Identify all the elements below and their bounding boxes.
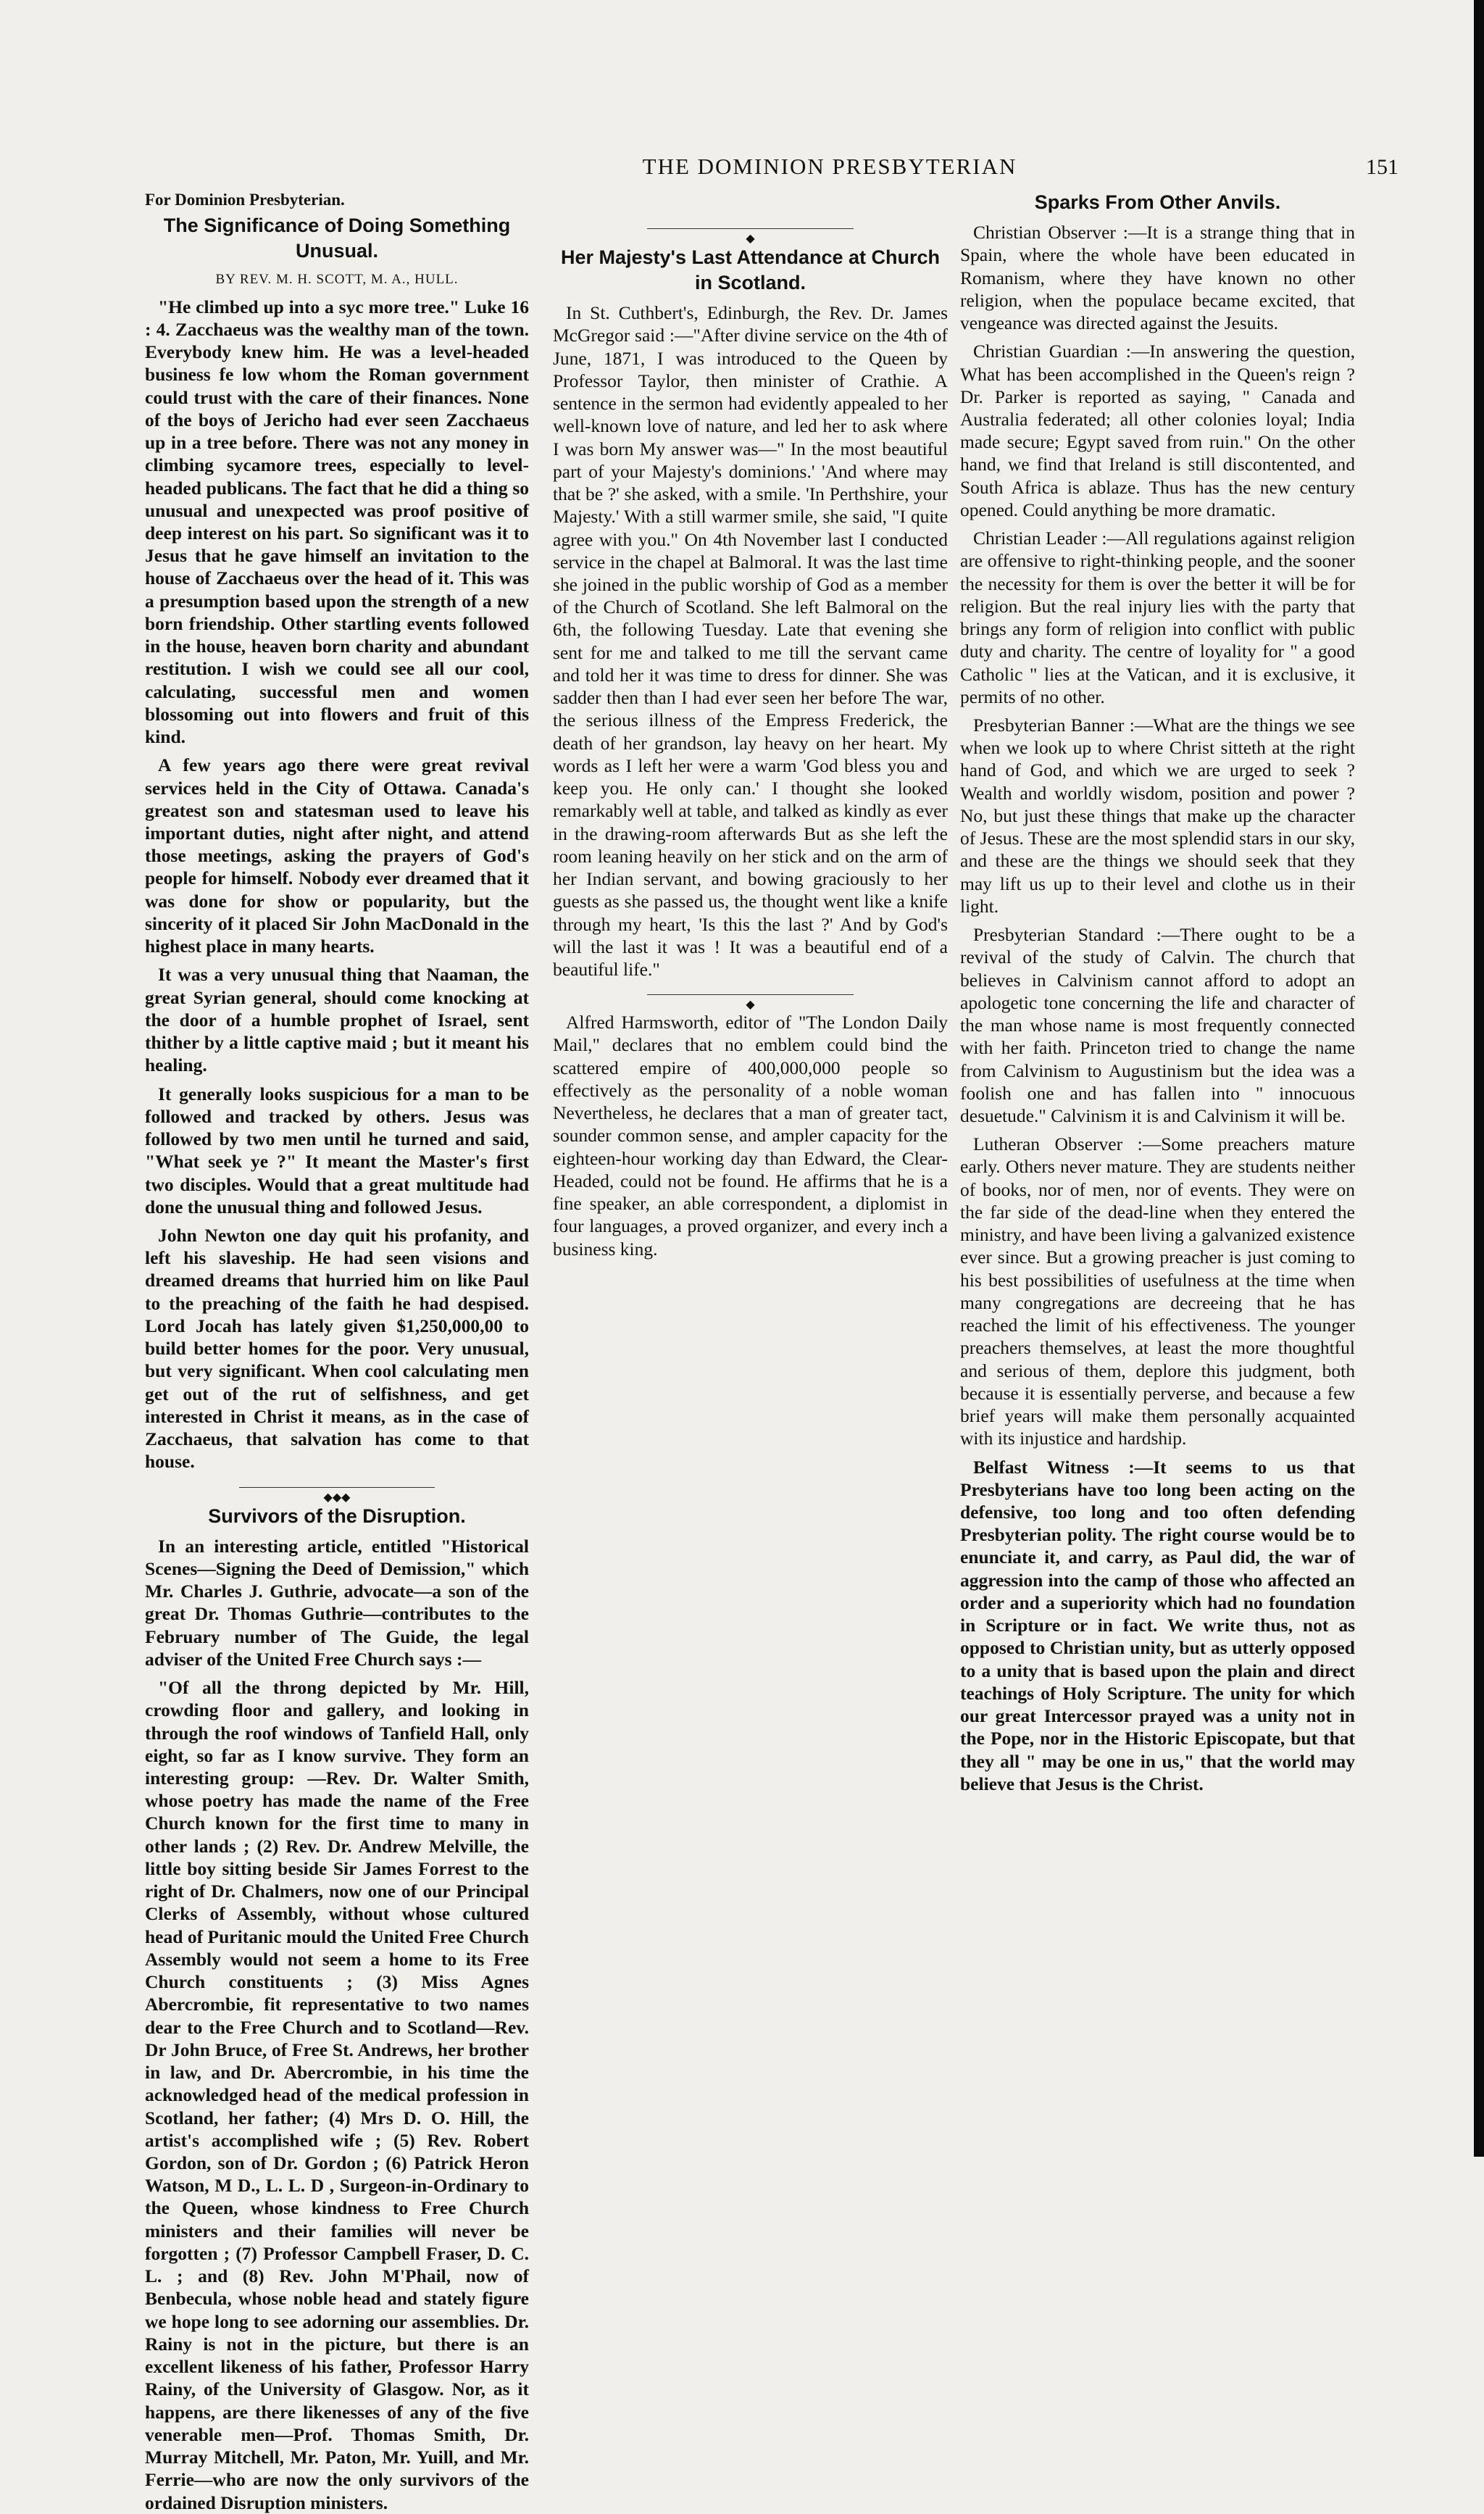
article-paragraph: It was a very unusual thing that Naaman, the great Syrian general, should come knocking at the door of a humble prophet of Israel, sent thither by a little captive maid ; but it meant his healing. [145, 964, 529, 1076]
article-paragraph: Christian Observer :—It is a strange thing that in Spain, where the whole have been educated in Romanism, where they have known no other religion, when the populace became excited, that vengeance was directed against the Jesuits. [960, 222, 1355, 334]
article-title-majesty: Her Majesty's Last Attendance at Church in Scotland. [560, 246, 941, 294]
article-paragraph: It generally looks suspicious for a man to be followed and tracked by others. Jesus was followed by two men until he turned and said, "What seek ye ?" It meant the Master's first two disciples. Would that a great multitude had done the unusual thing and followed Jesus. [145, 1083, 529, 1218]
page-header [145, 154, 1398, 183]
section-divider: ◆ [553, 991, 948, 998]
article-paragraph: "Of all the throng depicted by Mr. Hill, crowding floor and gallery, and looking in through the roof windows of Tanfield Hall, only eight, so far as I know survive. They form an interesting group: —Rev. Dr. Walter Smith, whose poetry has made the name of the Free Church known for the first time to many in other lands ; (2) Rev. Dr. Andrew Melville, the little boy sitting beside Sir James Forrest to the right of Dr. Chalmers, now one of our Principal Clerks of Assembly, without whose cultured head of Puritanic mould the United Free Church Assembly would not seem a home to its Free Church constituents ; (3) Miss Agnes Abercrombie, fit representative to two names dear to the Free Church and to Scotland—Rev. Dr John Bruce, of Free St. Andrews, her brother in law, and Dr. Abercrombie, in his time the acknowledged head of the medical profession in Scotland, her father; (4) Mrs D. O. Hill, the artist's accomplished wife ; (5) Rev. Robert Gordon, son of Dr. Gordon ; (6) Patrick Heron Watson, M D., L. L. D , Surgeon-in-Ordinary to the Queen, whose kindness to Free Church ministers and their families will never be forgotten ; (7) Professor Campbell Fraser, D. C. L. ; and (8) Rev. John M'Phail, now of Benbecula, whose noble head and stately figure we hope long to see adorning our assemblies. Dr. Rainy is not in the picture, but there is an excellent likeness of his father, Professor Harry Rainy, of the University of Glasgow. Nor, as it happens, are there likenesses of any of the five venerable men—Prof. Thomas Smith, Dr. Murray Mitchell, Mr. Paton, Mr. Yuill, and Mr. Ferrie—who are now the only survivors of the ordained Disruption ministers. [145, 1677, 529, 2513]
article-paragraph: Presbyterian Banner :—What are the things we see when we look up to where Christ sitteth at the right hand of God, and which we are urged to seek ? Wealth and worldly wisdom, position and power ? No, but just these things that make up the character of Jesus. These are the most splendid stars in our sky, and these are the things we should seek that they may lift us up to their level and clothe us in their light. [960, 715, 1355, 917]
article-byline: BY REV. M. H. SCOTT, M. A., HULL. [215, 272, 459, 288]
article-kicker: For Dominion Presbyterian. [145, 191, 345, 209]
article-paragraph: Alfred Harmsworth, editor of "The London Daily Mail," declares that no emblem could bind the scattered empire of 400,000,000 people so effectively as the personality of a noble woman Nevertheless, he declares that a man of greater tact, sounder common sense, and ampler capacity for the eighteen-hour working day than Edward, the Clear-Headed, could not be found. He affirms that he is a fine speaker, an able correspondent, a diplomist in four languages, a proved organizer, and every inch a business king. [553, 1012, 948, 1260]
article-paragraph: Belfast Witness :—It seems to us that Presbyterians have too long been acting on the defensive, too long and too often defending Presbyterian polity. The right course would be to enunciate it, and carry, as Paul did, the war of aggression into the camp of those who affected an order and a superiority which had no foundation in Scripture or in fact. We write thus, not as opposed to Christian unity, but as utterly opposed to a unity that is based upon the plain and direct teachings of Holy Scripture. The unity for which our great Intercessor prayed was a unity not in the Pope, nor in the Historic Episcopate, but that they all " may be one in us," that the world may believe that Jesus is the Christ. [960, 1456, 1355, 1794]
section-divider: ◆◆◆ [145, 1483, 529, 1491]
running-head: THE DOMINION PRESBYTERIAN [642, 154, 1017, 179]
article-title-survivors: Survivors of the Disruption. [208, 1504, 466, 1527]
article-paragraph: Christian Guardian :—In answering the question, What has been accomplished in the Queen's reign ? Dr. Parker is reported as saying, " Canada and Australia federated; all other colonies loyal; India made secure; Egypt saved from ruin." On the other hand, we find that Ireland is still discontented, and South Africa is ablaze. Thus has the new century opened. Could anything be more dramatic. [960, 341, 1355, 520]
column-middle [553, 190, 948, 2118]
article-title-sparks: Sparks From Other Anvils. [1034, 191, 1281, 213]
article-paragraph: John Newton one day quit his profanity, and left his slaveship. He had seen visions and dreamed dreams that hurried him on like Paul to the preaching of the faith he had despised. Lord Jocah has lately given $1,250,000,00 to build better homes for the poor. Very unusual, but very significant. When cool calculating men get out of the rut of selfishness, and get interested in Christ it means, as in the case of Zacchaeus, that salvation has come to that house. [145, 1225, 529, 1473]
article-paragraph: In an interesting article, entitled "Historical Scenes—Signing the Deed of Demission," which Mr. Charles J. Guthrie, advocate—a son of the great Dr. Thomas Guthrie—contributes to the February number of The Guide, the legal adviser of the United Free Church says :— [145, 1535, 529, 1670]
article-title-significance: The Significance of Doing Something Unusual. [163, 215, 511, 262]
column-left [145, 190, 529, 2513]
article-paragraph: Christian Leader :—All regulations against religion are offensive to right-thinking people, and the sooner the necessity for them is over the better it will be for religion. But the real injury lies with the party that brings any form of religion into conflict with public duty and charity. The centre of loyality for " a good Catholic " lies at the Vatican, and it is exclusive, it permits of no other. [960, 528, 1355, 707]
article-paragraph: A few years ago there were great revival services held in the City of Ottawa. Canada's greatest son and statesman used to leave his important duties, night after night, and attend those meetings, asking the prayers of God's people for himself. Nobody ever dreamed that it was done for show or popularity, but the sincerity of it placed Sir John MacDonald in the highest place in many hearts. [145, 754, 529, 957]
article-paragraph: Presbyterian Standard :—There ought to be a revival of the study of Calvin. The church that believes in Calvinism cannot afford to adopt an apologetic tone concerning the life and character of the man whose name is most frequently connected with her faith. Princeton tried to change the name from Calvinism to Augustinism but the idea was a foolish one and has fallen into " innocuous desuetude." Calvinism it is and Calvinism it will be. [960, 924, 1355, 1126]
article-paragraph: Lutheran Observer :—Some preachers mature early. Others never mature. They are students neither of books, nor of men, nor of events. They were on the far side of the dead-line when they entered the ministry, and have been living a galvanized existence ever since. But a growing preacher is just coming to his best possibilities of usefulness at the time when many congregations are decreeing that he has reached the limit of his effectiveness. The younger preachers themselves, at least the more thoughtful and serious of them, deplore this judgment, both because it is essentially perverse, and because a few brief years will make them personally acquainted with its injustice and hardship. [960, 1133, 1355, 1449]
article-paragraph: "He climbed up into a syc more tree." Luke 16 : 4. Zacchaeus was the wealthy man of the town. Everybody knew him. He was a level-headed business fe low whom the Roman government could trust with the care of their finances. None of the boys of Jericho had ever seen Zacchaeus up in a tree before. There was not any money in climbing sycamore trees, especially to level-headed publicans. The fact that he did a thing so unusual and unexpected was proof positive of deep interest on his part. So significant was it to Jesus that he gave himself an invitation to the house of Zacchaeus over the head of it. This was a presumption based upon the strength of a new born friendship. Other startling events followed in the house, heaven born charity and abundant restitution. I wish we could see all our cool, calculating, successful men and women blossoming out into flowers and fruit of this kind. [145, 296, 529, 748]
column-spacer [553, 190, 948, 196]
section-divider: ◆ [553, 225, 948, 232]
page-number: 151 [1366, 155, 1398, 179]
scan-page-edge [1474, 0, 1484, 2157]
article-paragraph: In St. Cuthbert's, Edinburgh, the Rev. Dr. James McGregor said :—"After divine service on the 4th of June, 1871, I was introduced to the Queen by Professor Taylor, then minister of Crathie. A sentence in the sermon had evidently appealed to her well-known love of nature, and led her to ask where I was born My answer was—" In the most beautiful part of your Majesty's dominions.' 'And where may that be ?' she asked, with a smile. 'In Perthshire, your Majesty.' With a still warmer smile, she said, "I quite agree with you." On 4th November last I conducted service in the chapel at Balmoral. It was the last time she joined in the public worship of God as a member of the Church of Scotland. She left Balmoral on the 6th, the following Tuesday. Late that evening she sent for me and talked to me till the servant came and told her it was time to dress for dinner. She was sadder then than I had ever seen her before The war, the serious illness of the Empress Frederick, the death of her grandson, lay heavy on her heart. My words as I left her were a warm 'God bless you and keep you. He only can.' I thought she looked remarkably well at table, and talked as kindly as ever in the drawing-room afterwards But as she left the room leaning heavily on her stick and on the arm of her Indian servant, and bowing graciously to her guests as she passed us, the thought went like a knife through my heart, 'Is this the last ?' And by God's will the last it was ! It was a beautiful end of a beautiful life." [553, 302, 948, 980]
column-right [960, 190, 1355, 2118]
